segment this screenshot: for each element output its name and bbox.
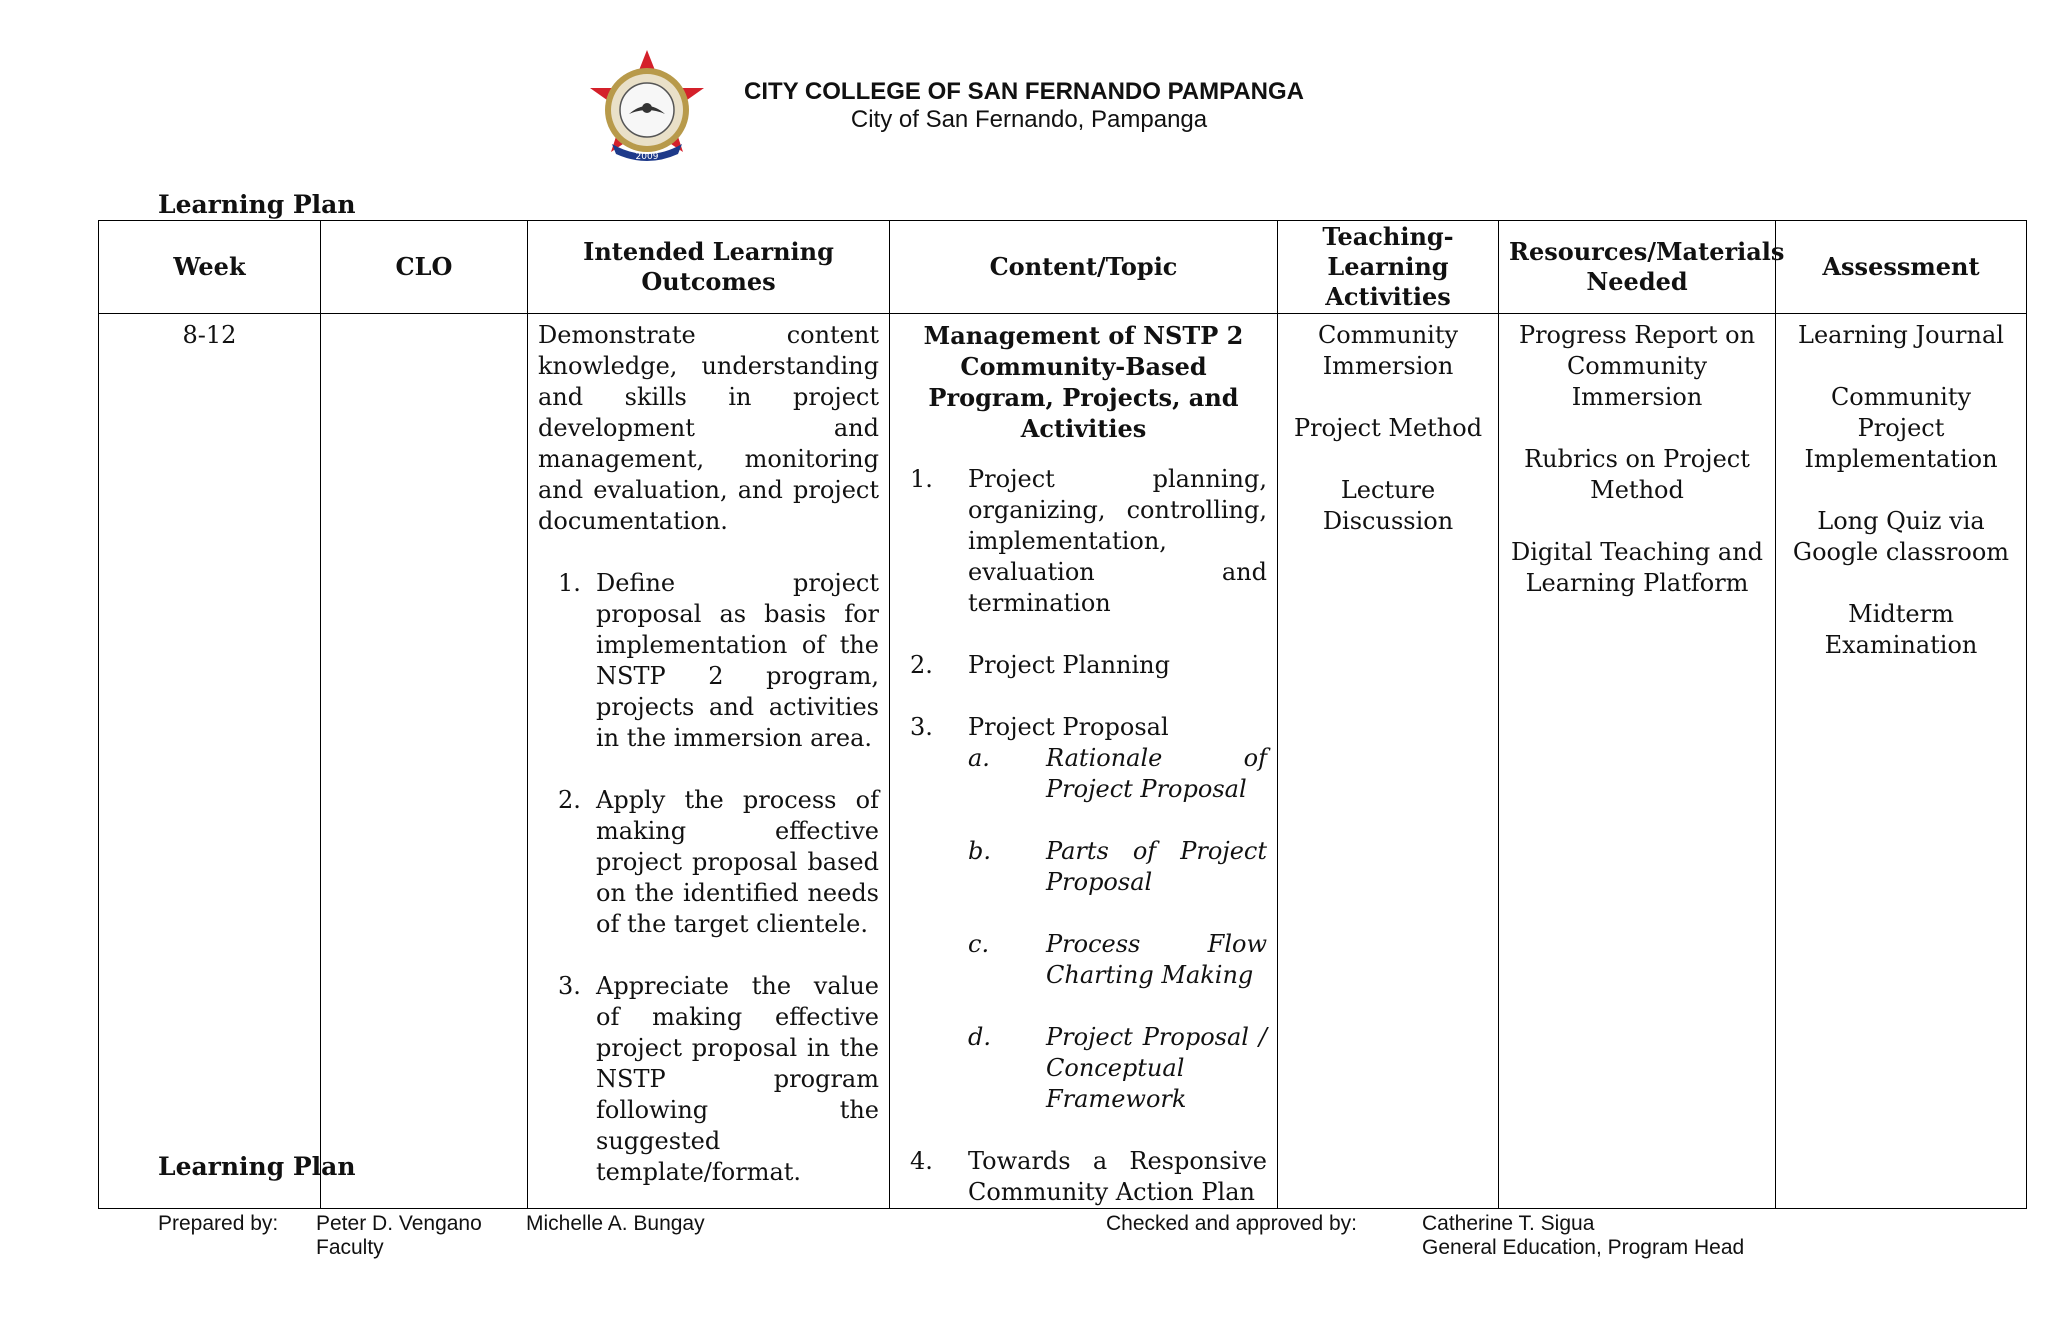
college-seal-icon [582,48,712,166]
preparer-name: Michelle A. Bungay [526,1212,705,1235]
approver-role: General Education, Program Head [1422,1236,1745,1259]
cell-ilo [528,314,890,1209]
preparer-name: Peter D. Vengano [316,1212,482,1235]
ilo-objective: 2. Apply the process of making effective project proposal based on the identified needs of the target clientele. [558,786,879,938]
page-title: Learning Plan [158,190,356,219]
cell-assessment [1776,314,2027,1209]
column-header-content: Content/Topic [890,221,1278,314]
logo-year: 2009 [635,152,659,162]
column-header-week: Week [99,221,321,314]
tla-item: Lecture Discussion [1322,476,1454,535]
resource-item: Progress Report on Community Immersion [1518,321,1756,411]
learning-plan-table [98,220,2027,1209]
tla-item: Project Method [1293,414,1483,442]
cell-resources [1499,314,1776,1209]
column-header-ilo: Intended Learning Outcomes [528,221,890,314]
column-header-assessment: Assessment [1776,221,2027,314]
ilo-objective: 3. Appreciate the value of making effective project proposal in the NSTP program following the suggested template/format. [558,972,879,1186]
assessment-item: Learning Journal [1798,321,2004,349]
content-subitem: a. Rationale of Project Proposal [968,744,1267,803]
content-subitem: d. Project Proposal / Conceptual Framework [968,1023,1267,1113]
content-item: 2. Project Planning [910,651,1170,679]
checked-label: Checked and approved by: [1106,1212,1358,1235]
ilo-objective: 1. Define project proposal as basis for implementation of the NSTP 2 program, projects and activities in the immersion area. [558,569,879,752]
column-header-clo: CLO [321,221,528,314]
cell-clo [321,314,528,1209]
preparer-role: Faculty [316,1236,384,1259]
footer-title: Learning Plan [158,1152,356,1181]
content-item: 3. Project Proposal [910,713,1169,741]
assessment-item: Midterm Examination [1824,600,1978,659]
column-header-resources: Resources/Materials Needed [1499,221,1776,314]
cell-content [890,314,1278,1209]
college-name: CITY COLLEGE OF SAN FERNANDO PAMPANGA [744,78,1305,105]
ilo-intro: Demonstrate content knowledge, understanding and skills in project development and management, monitoring and evaluation, and project documentation. [538,321,879,535]
prepared-label: Prepared by: [158,1212,279,1235]
college-city: City of San Fernando, Pampanga [850,106,1208,133]
approver-name: Catherine T. Sigua [1422,1212,1595,1235]
table-header-row [99,221,2027,314]
resource-item: Rubrics on Project Method [1524,445,1750,504]
resource-item: Digital Teaching and Learning Platform [1510,538,1764,597]
assessment-item: Long Quiz via Google classroom [1792,507,2010,566]
column-header-tla: Teaching- Learning Activities [1278,221,1499,314]
content-item: 4. Towards a Responsive Community Action Plan [910,1147,1267,1206]
content-item: 1. Project planning, organizing, controlling, implementation, evaluation and termination [910,465,1267,617]
cell-week: 8-12 [99,314,321,1209]
table-row [99,314,2027,1209]
cell-tla [1278,314,1499,1209]
content-subitem: c. Process Flow Charting Making [968,930,1267,989]
content-title: Management of NSTP 2 Community-Based Program, Projects, and Activities [923,321,1244,443]
tla-item: Community Immersion [1317,321,1459,380]
content-subitem: b. Parts of Project Proposal [968,837,1267,896]
assessment-item: Community Project Implementation [1804,383,1998,473]
